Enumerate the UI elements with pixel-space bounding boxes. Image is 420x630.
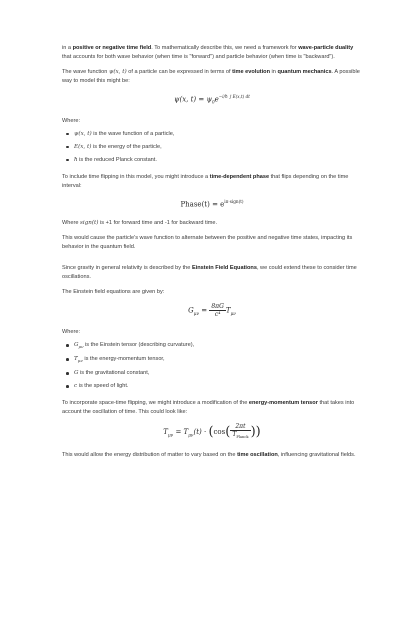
inline-math: ħ — [74, 156, 78, 163]
bold-term: Einstein Field Equations — [191, 265, 257, 272]
paragraph-conclusion — [62, 451, 362, 460]
inline-math: G — [74, 342, 79, 349]
eq-part: G — [188, 306, 194, 315]
eq-part: (t) · — [193, 428, 209, 437]
inline-sub: μν — [78, 344, 84, 350]
bold-term: time evolution — [232, 69, 270, 75]
eq-part: = — [199, 306, 210, 315]
text: that takes into account the oscillation of time. This could look like: — [62, 400, 355, 416]
eq-part: = T — [173, 428, 189, 437]
definition-list-2 — [62, 341, 362, 391]
inline-sub: μν — [77, 358, 83, 364]
definition-list-1 — [62, 130, 362, 165]
eq-paren-close: )) — [250, 424, 261, 440]
paragraph-gravity — [62, 264, 362, 282]
text: , influencing gravitational fields. — [277, 452, 356, 459]
equation-phase — [62, 197, 362, 209]
inline-math: G — [74, 370, 79, 377]
text: that accounts for both wave behavior (when time is "forward") and particle behavior (when time is "backward"). — [62, 54, 335, 60]
list-item — [74, 130, 362, 139]
text: is the energy of the particle, — [91, 143, 162, 150]
paragraph-alternate: This would cause the particle's wave function to alternate between the positive and negative time states, impacting its behavior in the quantum field. — [62, 235, 353, 251]
list-item — [74, 369, 362, 378]
inline-math: T — [74, 356, 78, 363]
eq-sub: 0 — [211, 99, 215, 105]
eq-fraction — [209, 303, 226, 318]
paragraph-sign — [62, 219, 362, 228]
eq-part: ψ(x, t) = ψ — [174, 95, 212, 104]
text: is the gravitational constant, — [78, 370, 150, 377]
inline-math: ψ(x, t) — [108, 69, 127, 75]
list-item — [74, 341, 362, 351]
eq-part: e — [214, 95, 219, 104]
bold-term: energy-momentum tensor — [248, 400, 318, 407]
bold-term: wave-particle duality — [298, 45, 354, 51]
equation-einstein — [62, 303, 362, 318]
text: , we could extend these to consider time oscillations. — [62, 265, 357, 281]
bold-term: time oscillation — [237, 452, 278, 459]
bold-term: quantum mechanics — [277, 69, 332, 75]
bold-term: time-dependent phase — [209, 173, 270, 180]
article-body — [62, 44, 362, 466]
where-label: Where: — [62, 329, 81, 336]
text: To incorporate space-time flipping, we might introduce a modification of the — [62, 400, 249, 407]
eq-sub: μν — [188, 432, 194, 438]
eq-denominator — [230, 431, 250, 441]
text: Where — [62, 220, 81, 227]
list-item — [74, 156, 362, 165]
paragraph-einstein-intro: The Einstein field equations are given by: — [62, 289, 165, 296]
eq-numerator: 8πG — [211, 303, 224, 311]
text: To include time flipping in this model, you might introduce a — [62, 173, 210, 180]
eq-den-symbol: T — [232, 431, 237, 439]
inline-math: ψ(x, t) — [74, 130, 92, 137]
text: The wave function — [62, 69, 109, 75]
text: in — [270, 69, 278, 75]
text: is the reduced Planck constant. — [77, 156, 157, 163]
text: This would allow the energy distribution of matter to vary based on the — [62, 452, 238, 459]
text: Since gravity in general relativity is described by the — [62, 265, 192, 272]
eq-cos: cos — [213, 428, 226, 437]
eq-fraction — [230, 423, 250, 441]
text: is the energy-momentum tensor, — [82, 356, 165, 363]
eq-part: Phase(t) = e — [180, 200, 225, 209]
eq-denominator: c⁴ — [214, 311, 221, 319]
eq-sub: μν — [193, 310, 200, 316]
eq-sub: μν — [230, 310, 236, 316]
where-label: Where: — [62, 117, 81, 124]
paragraph-intro — [62, 44, 362, 62]
eq-sub: μν — [167, 432, 174, 438]
text: of a particle can be expressed in terms of — [126, 69, 233, 75]
text: . To mathematically describe this, we need a framework for — [151, 45, 299, 51]
list-item — [74, 355, 362, 365]
eq-exponent: iπ·sign(t) — [224, 198, 244, 204]
inline-math: E(x, t) — [74, 143, 92, 150]
eq-part: T — [163, 428, 168, 437]
list-item — [74, 143, 362, 152]
text: is the speed of light. — [77, 383, 129, 390]
eq-paren-open: ( — [225, 424, 231, 440]
text: is the wave function of a particle, — [91, 130, 175, 137]
eq-part: T — [225, 306, 231, 315]
eq-sub: Planck — [236, 435, 249, 440]
eq-numerator: 2πt — [230, 423, 250, 431]
paragraph-time-flipping — [62, 173, 362, 191]
text: . A possible way to model this might be: — [62, 69, 360, 84]
text: in a — [62, 45, 73, 51]
paragraph-wave-function — [62, 68, 362, 86]
inline-math: c — [74, 383, 78, 390]
list-item — [74, 382, 362, 391]
equation-tensor-modification — [62, 423, 362, 441]
text: that flips depending on the time interval: — [62, 173, 349, 189]
eq-exponent: −i/ħ ∫ E(x,t) dt — [218, 94, 250, 99]
eq-paren-open: ( — [208, 424, 214, 440]
bold-term: positive or negative time field — [72, 45, 152, 51]
text: is the Einstein tensor (describing curvature), — [83, 342, 195, 349]
inline-math: sign(t) — [80, 220, 99, 227]
equation-wave-function — [62, 92, 362, 107]
text: is +1 for forward time and -1 for backward time. — [98, 220, 218, 227]
paragraph-modification — [62, 399, 362, 417]
